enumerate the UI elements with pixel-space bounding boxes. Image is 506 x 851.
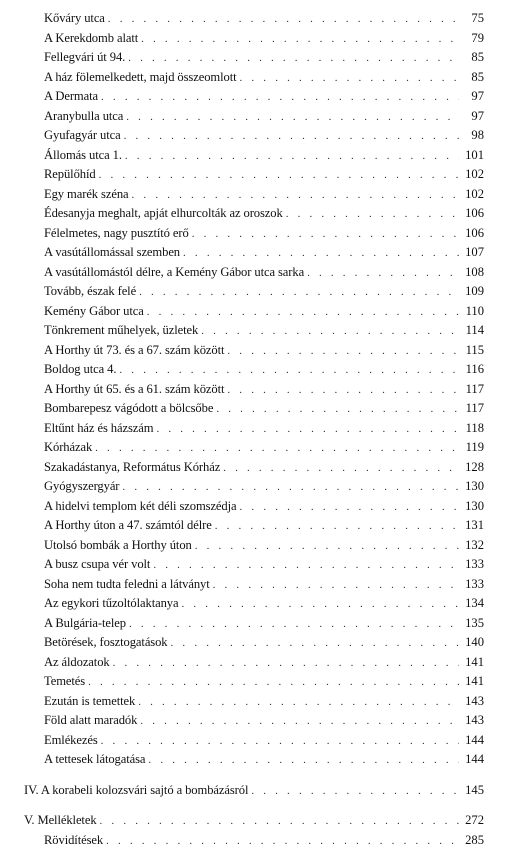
toc-entry[interactable] bbox=[24, 399, 484, 419]
entry-page-number: 144 bbox=[459, 750, 484, 770]
entry-title: Állomás utca 1. bbox=[44, 146, 125, 166]
entry-title: Gyufagyár utca bbox=[44, 126, 124, 146]
leader-dots bbox=[240, 69, 460, 89]
leader-dots bbox=[100, 812, 459, 832]
entry-page-number: 130 bbox=[459, 497, 484, 517]
toc-entry[interactable] bbox=[24, 185, 484, 205]
toc-entry[interactable] bbox=[24, 555, 484, 575]
entry-page-number: 79 bbox=[459, 29, 484, 49]
entry-page-number: 143 bbox=[459, 692, 484, 712]
toc-entry[interactable] bbox=[24, 321, 484, 341]
toc-entry[interactable] bbox=[24, 107, 484, 127]
toc-entry[interactable] bbox=[24, 419, 484, 439]
toc-entry[interactable] bbox=[24, 224, 484, 244]
part-v-entry-list bbox=[24, 831, 484, 851]
entry-title: Bombarepesz vágódott a bölcsőbe bbox=[44, 399, 216, 419]
entry-title: Az egykori tűzoltólaktanya bbox=[44, 594, 182, 614]
entry-title: Emlékezés bbox=[44, 731, 101, 751]
leader-dots bbox=[141, 30, 459, 50]
entry-page-number: 114 bbox=[459, 321, 484, 341]
entry-title: Édesanyja meghalt, apját elhurcolták az oroszok bbox=[44, 204, 286, 224]
toc-entry[interactable] bbox=[24, 831, 484, 851]
leader-dots bbox=[153, 556, 459, 576]
entry-page-number: 107 bbox=[459, 243, 484, 263]
entry-title: Egy marék széna bbox=[44, 185, 132, 205]
leader-dots bbox=[240, 498, 459, 518]
entry-title: A Horthy út 73. és a 67. szám között bbox=[44, 341, 227, 361]
leader-dots bbox=[227, 342, 459, 362]
leader-dots bbox=[108, 10, 459, 30]
entry-title: Soha nem tudta feledni a látványt bbox=[44, 575, 213, 595]
leader-dots bbox=[95, 439, 459, 459]
toc-entry[interactable] bbox=[24, 653, 484, 673]
entry-page-number: 106 bbox=[459, 204, 484, 224]
toc-entry[interactable] bbox=[24, 672, 484, 692]
entry-title: A busz csupa vér volt bbox=[44, 555, 153, 575]
entry-page-number: 108 bbox=[459, 263, 484, 283]
entry-page-number: 285 bbox=[459, 831, 484, 851]
toc-entry[interactable] bbox=[24, 575, 484, 595]
leader-dots bbox=[128, 49, 459, 69]
entry-page-number: 133 bbox=[459, 575, 484, 595]
leader-dots bbox=[215, 517, 459, 537]
entry-title: A hidelvi templom két déli szomszédja bbox=[44, 497, 240, 517]
leader-dots bbox=[119, 361, 459, 381]
toc-entry[interactable] bbox=[24, 458, 484, 478]
entry-title: Kőváry utca bbox=[44, 9, 108, 29]
leader-dots bbox=[195, 537, 459, 557]
leader-dots bbox=[182, 595, 460, 615]
leader-dots bbox=[223, 459, 459, 479]
entry-title: A ház fölemelkedett, majd összeomlott bbox=[44, 68, 240, 88]
entry-page-number: 134 bbox=[459, 594, 484, 614]
leader-dots bbox=[132, 186, 459, 206]
entry-title: Boldog utca 4. bbox=[44, 360, 119, 380]
leader-dots bbox=[251, 782, 459, 802]
entry-title: Eltűnt ház és házszám bbox=[44, 419, 156, 439]
leader-dots bbox=[106, 832, 459, 851]
leader-dots bbox=[88, 673, 459, 693]
leader-dots bbox=[101, 732, 459, 752]
entry-title: Kórházak bbox=[44, 438, 95, 458]
entry-page-number: 97 bbox=[459, 107, 484, 127]
part-iv-entry[interactable] bbox=[24, 781, 484, 801]
entry-title: Ezután is temettek bbox=[44, 692, 138, 712]
entry-title: Félelmetes, nagy pusztító erő bbox=[44, 224, 192, 244]
entry-page-number: 133 bbox=[459, 555, 484, 575]
leader-dots bbox=[122, 478, 459, 498]
entry-title: Utolsó bombák a Horthy úton bbox=[44, 536, 195, 556]
entry-page-number: 141 bbox=[459, 653, 484, 673]
leader-dots bbox=[156, 420, 459, 440]
toc-entry[interactable] bbox=[24, 9, 484, 29]
toc-entry[interactable] bbox=[24, 380, 484, 400]
entry-page-number: 128 bbox=[459, 458, 484, 478]
toc-entry[interactable] bbox=[24, 165, 484, 185]
toc-entry[interactable] bbox=[24, 516, 484, 536]
entry-title: A tettesek látogatása bbox=[44, 750, 148, 770]
table-of-contents bbox=[24, 9, 484, 850]
toc-entry[interactable] bbox=[24, 438, 484, 458]
leader-dots bbox=[147, 303, 459, 323]
leader-dots bbox=[140, 712, 459, 732]
toc-entry[interactable] bbox=[24, 263, 484, 283]
entry-title: A vasútállomástól délre, a Kemény Gábor utca sarka bbox=[44, 263, 307, 283]
leader-dots bbox=[171, 634, 459, 654]
entry-page-number: 132 bbox=[459, 536, 484, 556]
entry-page-number: 117 bbox=[459, 399, 484, 419]
entry-title: V. Mellékletek bbox=[24, 811, 100, 831]
leader-dots bbox=[227, 381, 459, 401]
toc-entry[interactable] bbox=[24, 146, 484, 166]
entry-title: Szakadástanya, Református Kórház bbox=[44, 458, 223, 478]
toc-entry[interactable] bbox=[24, 341, 484, 361]
toc-entry[interactable] bbox=[24, 711, 484, 731]
entry-page-number: 143 bbox=[459, 711, 484, 731]
toc-entry[interactable] bbox=[24, 87, 484, 107]
entry-title: A Bulgária-telep bbox=[44, 614, 129, 634]
entry-page-number: 75 bbox=[459, 9, 484, 29]
toc-entry[interactable] bbox=[24, 48, 484, 68]
entry-title: A Dermata bbox=[44, 87, 101, 107]
leader-dots bbox=[192, 225, 459, 245]
leader-dots bbox=[101, 88, 459, 108]
leader-dots bbox=[99, 166, 459, 186]
entry-page-number: 116 bbox=[459, 360, 484, 380]
entry-page-number: 141 bbox=[459, 672, 484, 692]
entry-page-number: 272 bbox=[459, 811, 484, 831]
entry-title: Tovább, észak felé bbox=[44, 282, 139, 302]
leader-dots bbox=[125, 147, 459, 167]
leader-dots bbox=[307, 264, 459, 284]
entry-page-number: 98 bbox=[459, 126, 484, 146]
toc-entry[interactable] bbox=[24, 731, 484, 751]
toc-entry[interactable] bbox=[24, 302, 484, 322]
toc-entry[interactable] bbox=[24, 497, 484, 517]
entry-page-number: 130 bbox=[459, 477, 484, 497]
entry-title: Betörések, fosztogatások bbox=[44, 633, 171, 653]
entry-title: Rövidítések bbox=[44, 831, 106, 851]
toc-entry[interactable] bbox=[24, 750, 484, 770]
entry-page-number: 102 bbox=[459, 165, 484, 185]
leader-dots bbox=[286, 205, 459, 225]
entry-page-number: 140 bbox=[459, 633, 484, 653]
entry-page-number: 109 bbox=[459, 282, 484, 302]
leader-dots bbox=[201, 322, 459, 342]
entry-page-number: 110 bbox=[459, 302, 484, 322]
leader-dots bbox=[126, 108, 459, 128]
leader-dots bbox=[213, 576, 459, 596]
entry-title: A Kerekdomb alatt bbox=[44, 29, 141, 49]
toc-entry[interactable] bbox=[24, 282, 484, 302]
entry-title: Tönkrement műhelyek, üzletek bbox=[44, 321, 201, 341]
leader-dots bbox=[183, 244, 459, 264]
entry-page-number: 85 bbox=[459, 68, 484, 88]
leader-dots bbox=[216, 400, 459, 420]
entry-page-number: 144 bbox=[459, 731, 484, 751]
entry-page-number: 115 bbox=[459, 341, 484, 361]
leader-dots bbox=[138, 693, 459, 713]
toc-entry[interactable] bbox=[24, 29, 484, 49]
toc-entry[interactable] bbox=[24, 633, 484, 653]
leader-dots bbox=[148, 751, 459, 771]
leader-dots bbox=[124, 127, 459, 147]
entry-page-number: 131 bbox=[459, 516, 484, 536]
entry-page-number: 119 bbox=[459, 438, 484, 458]
toc-entry[interactable] bbox=[24, 360, 484, 380]
leader-dots bbox=[139, 283, 459, 303]
toc-entry[interactable] bbox=[24, 126, 484, 146]
entry-title: Kemény Gábor utca bbox=[44, 302, 147, 322]
leader-dots bbox=[113, 654, 459, 674]
entry-page-number: 97 bbox=[459, 87, 484, 107]
entry-title: A Horthy út 65. és a 61. szám között bbox=[44, 380, 227, 400]
entry-page-number: 102 bbox=[459, 185, 484, 205]
entry-page-number: 135 bbox=[459, 614, 484, 634]
entry-page-number: 117 bbox=[459, 380, 484, 400]
entry-title: A vasútállomással szemben bbox=[44, 243, 183, 263]
entry-title: Fellegvári út 94. bbox=[44, 48, 128, 68]
entry-title: IV. A korabeli kolozsvári sajtó a bombázásról bbox=[24, 781, 251, 801]
toc-entry[interactable] bbox=[24, 594, 484, 614]
toc-entry[interactable] bbox=[24, 68, 484, 88]
entry-title: Föld alatt maradók bbox=[44, 711, 140, 731]
entry-page-number: 106 bbox=[459, 224, 484, 244]
toc-entry[interactable] bbox=[24, 243, 484, 263]
entry-page-number: 101 bbox=[459, 146, 484, 166]
entry-title: Aranybulla utca bbox=[44, 107, 126, 127]
entry-page-number: 145 bbox=[459, 781, 484, 801]
entry-title: Temetés bbox=[44, 672, 88, 692]
toc-entry[interactable] bbox=[24, 477, 484, 497]
entry-page-number: 118 bbox=[459, 419, 484, 439]
leader-dots bbox=[129, 615, 459, 635]
entry-title: Gyógyszergyár bbox=[44, 477, 122, 497]
entry-title: Az áldozatok bbox=[44, 653, 113, 673]
section-entry-list bbox=[24, 9, 484, 770]
toc-entry[interactable] bbox=[24, 204, 484, 224]
entry-title: Repülőhíd bbox=[44, 165, 99, 185]
entry-page-number: 85 bbox=[459, 48, 484, 68]
entry-title: A Horthy úton a 47. számtól délre bbox=[44, 516, 215, 536]
toc-entry[interactable] bbox=[24, 692, 484, 712]
part-v-entry[interactable] bbox=[24, 811, 484, 831]
toc-entry[interactable] bbox=[24, 614, 484, 634]
toc-entry[interactable] bbox=[24, 536, 484, 556]
